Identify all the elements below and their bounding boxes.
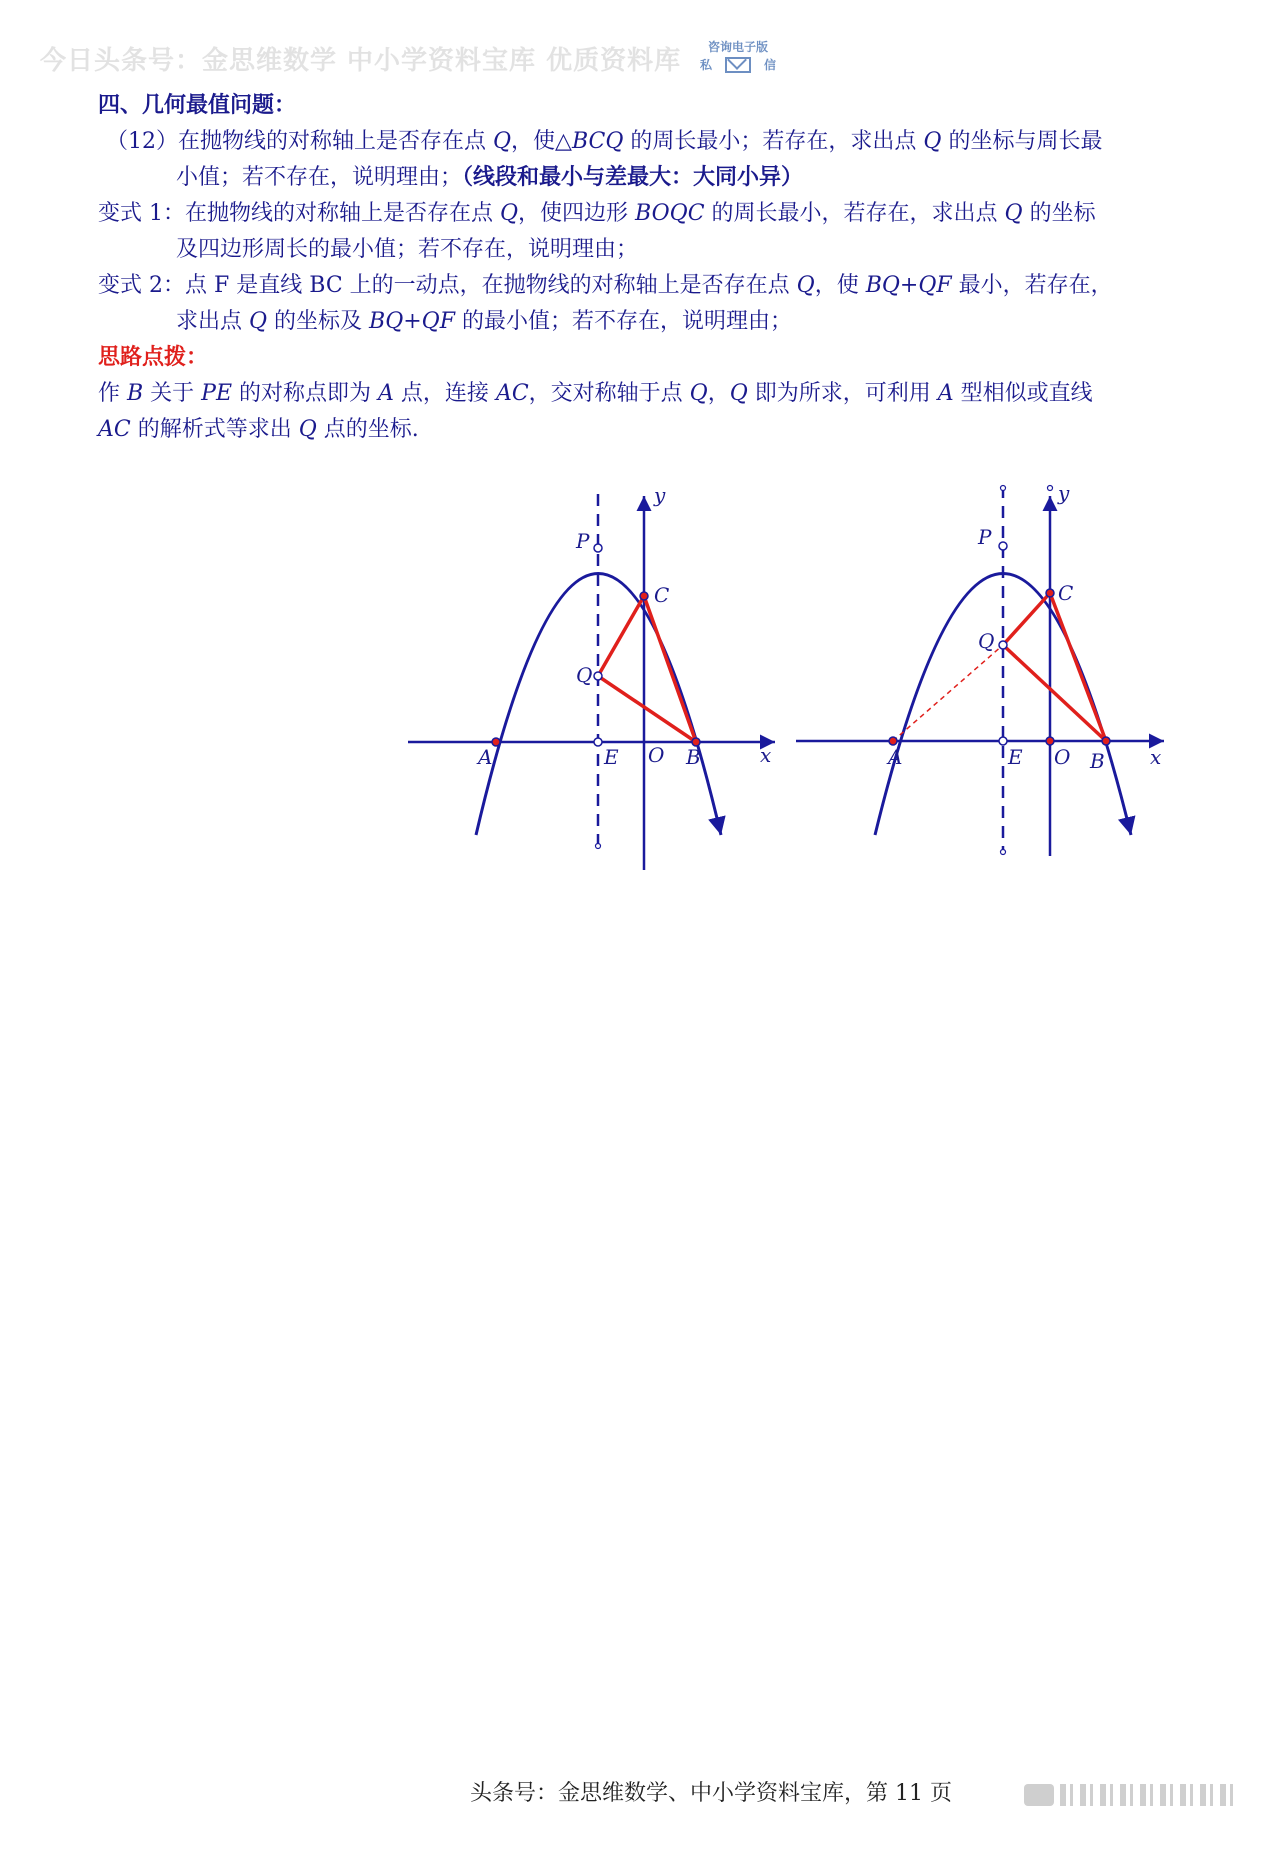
fig1-label-y: y	[654, 483, 666, 507]
v1-var-q1: Q	[500, 201, 519, 226]
hint-m: 即为所求，可利用	[747, 381, 938, 406]
hint-p: AC	[98, 417, 131, 442]
v1-text-3: 的周长最小，若存在，求出点	[704, 201, 1005, 226]
v2-l2a: 求出点	[176, 309, 249, 334]
q12-text-3: 的周长最小；若存在，求出点	[623, 129, 924, 154]
fig1-label-c: C	[654, 583, 670, 607]
hint-s: 点的坐标.	[316, 417, 419, 442]
hint-n: A	[937, 381, 954, 406]
watermark-text: 今日头条号：金思维数学 中小学资料宝库 优质资料库	[40, 46, 682, 76]
hint-e: 的对称点即为	[232, 381, 379, 406]
v2-var-q1: Q	[796, 273, 815, 298]
q12-text-2: ，使△	[511, 129, 572, 154]
q12-line2: 小值；若不存在，说明理由；	[176, 165, 463, 190]
badge-left-text: 私	[700, 58, 713, 72]
watermark-badge	[700, 38, 776, 78]
hint-l: Q	[729, 381, 748, 406]
fig1-point-end	[596, 844, 601, 849]
v2-l2c: 的最小值；若不存在，说明理由；	[454, 309, 792, 334]
figure-1	[408, 483, 775, 870]
q12-var-2: BCQ	[571, 129, 624, 154]
parabola-figures	[400, 478, 1180, 878]
variant-1-line-1	[98, 196, 1188, 232]
hint-o: 型相似或直线	[953, 381, 1093, 406]
v2-text-1: 点 F 是直线 BC 上的一动点，在抛物线的对称轴上是否存在点	[185, 273, 797, 298]
badge-top-text: 咨询电子版	[707, 40, 768, 54]
fig1-point-p	[594, 544, 602, 552]
hint-r: Q	[298, 417, 317, 442]
hint-d: PE	[201, 381, 233, 406]
hint-i: ，交对称轴于点	[528, 381, 690, 406]
fig2-label-x: x	[1150, 745, 1162, 769]
footer-barcode-icon	[1024, 1782, 1254, 1808]
hint-k: ，	[707, 381, 730, 406]
q12-bold-note: （线段和最小与差最大：大同小异）	[462, 165, 804, 190]
v1-label: 变式 1：	[98, 201, 185, 226]
fig2-label-p: P	[978, 525, 992, 549]
hint-b: B	[127, 381, 144, 406]
hint-c: 关于	[143, 381, 202, 406]
fig1-label-o: O	[648, 743, 665, 767]
fig2-label-b: B	[1090, 749, 1105, 773]
fig2-point-e	[999, 737, 1007, 745]
fig2-point-a	[889, 737, 897, 745]
fig2-point-ytop	[1048, 486, 1053, 491]
page-footer: 头条号：金思维数学、中小学资料宝库，第 11 页	[470, 1781, 952, 1806]
hint-f: A	[378, 381, 394, 406]
fig2-point-b	[1102, 737, 1110, 745]
fig2-point-q	[999, 641, 1007, 649]
variant-2-line-1	[98, 268, 1188, 304]
variant-2-line-2	[98, 304, 1188, 340]
fig1-label-q: Q	[576, 663, 593, 687]
envelope-icon	[725, 57, 751, 73]
v2-expr-2: BQ+QF	[369, 309, 455, 334]
v2-label: 变式 2：	[98, 273, 185, 298]
v2-expr-1: BQ+QF	[865, 273, 952, 298]
hint-line-2	[98, 412, 1188, 448]
hint-g: 点，连接	[393, 381, 496, 406]
fig2-point-o	[1046, 737, 1054, 745]
fig2-point-top	[1001, 486, 1006, 491]
v2-var-q2: Q	[249, 309, 268, 334]
fig1-segment-cb	[644, 596, 696, 742]
fig1-label-p: P	[576, 529, 590, 553]
hint-title: 思路点拨：	[98, 345, 209, 370]
document-body	[98, 88, 1188, 448]
hint-q: 的解析式等求出	[130, 417, 299, 442]
fig1-segment-qb	[598, 676, 696, 742]
fig2-segment-aq-dashed	[893, 645, 1003, 741]
hint-line-1	[98, 376, 1188, 412]
hint-j: Q	[689, 381, 708, 406]
fig2-segment-cq	[1003, 593, 1050, 645]
v2-text-2: ，使	[814, 273, 866, 298]
v2-l2b: 的坐标及	[267, 309, 370, 334]
section-title: 四、几何最值问题：	[98, 93, 297, 118]
fig2-label-q: Q	[978, 629, 995, 653]
fig2-label-o: O	[1054, 745, 1071, 769]
v1-text-4: 的坐标	[1022, 201, 1096, 226]
fig2-point-c	[1046, 589, 1054, 597]
fig2-point-end	[1001, 850, 1006, 855]
hint-h: AC	[495, 381, 529, 406]
q12-var-1: Q	[493, 129, 512, 154]
badge-right-text: 信	[763, 58, 776, 72]
fig2-label-e: E	[1008, 745, 1023, 769]
fig2-label-y: y	[1058, 481, 1070, 505]
question-12-line-2	[98, 160, 1188, 196]
v1-var-q2: Q	[1004, 201, 1023, 226]
hint-a: 作	[98, 381, 127, 406]
q12-text-1: 在抛物线的对称轴上是否存在点	[178, 129, 493, 154]
fig1-segment-cq	[598, 596, 644, 676]
figure-2	[796, 481, 1164, 856]
fig1-label-e: E	[604, 745, 619, 769]
fig2-point-p	[999, 542, 1007, 550]
q12-var-3: Q	[923, 129, 942, 154]
fig1-point-e	[594, 738, 602, 746]
question-12-line-1	[98, 124, 1188, 160]
variant-1-line-2: 及四边形周长的最小值；若不存在，说明理由；	[176, 237, 639, 262]
fig1-point-q	[594, 672, 602, 680]
v1-text-1: 在抛物线的对称轴上是否存在点	[185, 201, 500, 226]
v1-shape: BOQC	[635, 201, 705, 226]
fig1-point-c	[640, 592, 648, 600]
fig2-segment-cb	[1050, 593, 1106, 741]
fig1-label-b: B	[686, 745, 701, 769]
q12-text-4: 的坐标与周长最	[941, 129, 1103, 154]
fig1-label-a: A	[478, 745, 493, 769]
v2-text-3: 最小，若存在，	[951, 273, 1113, 298]
v1-text-2: ，使四边形	[518, 201, 636, 226]
fig1-point-a	[492, 738, 500, 746]
fig1-label-x: x	[760, 743, 772, 767]
fig2-label-c: C	[1058, 581, 1074, 605]
q12-number: （12）	[106, 129, 178, 154]
fig2-label-a: A	[888, 745, 903, 769]
